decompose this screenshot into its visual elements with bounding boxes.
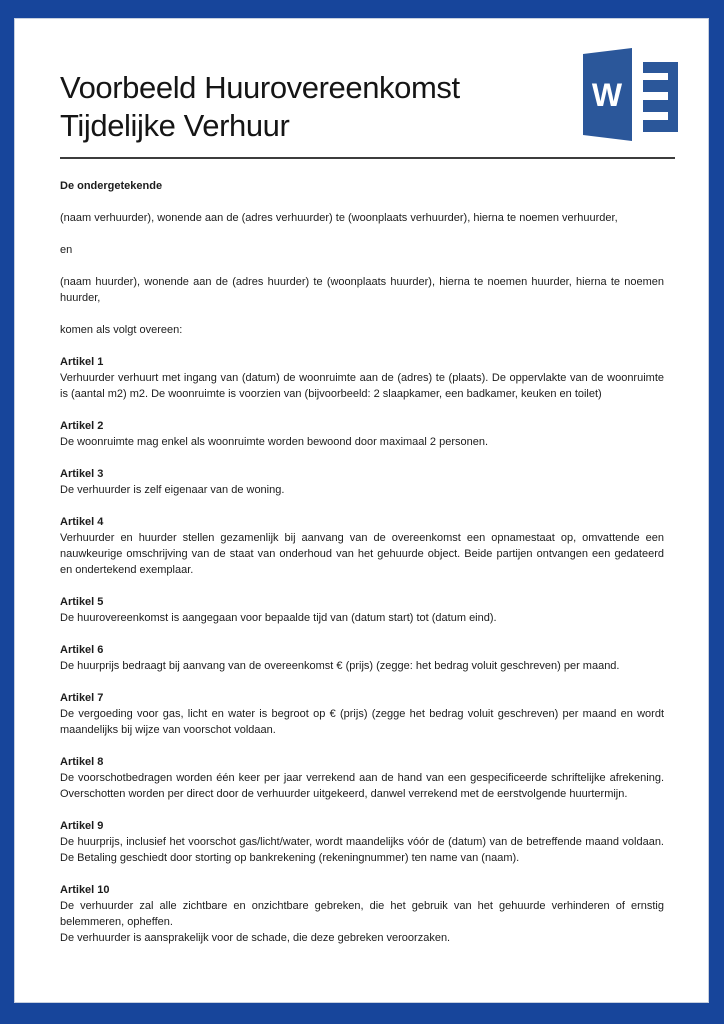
title-line-2: Tijdelijke Verhuur [60, 108, 290, 143]
article-8-heading: Artikel 8 [60, 756, 104, 768]
article-7-body: De vergoeding voor gas, licht en water is begroot op € (prijs) (zegge het bedrag voluit geschreven) per maand en wordt maandelijks bij wijze van voorschot voldaan. [60, 708, 664, 736]
article-4-body: Verhuurder en huurder stellen gezamenlijk bij aanvang van de overeenkomst een opnamestaat op, omvattende een nauwkeurige omschrijving van de staat van onderhoud van het gehuurde object. Beide partijen ontvangen een gedateerd en ondertekend exemplaar. [60, 532, 664, 576]
article-1 [60, 354, 664, 402]
article-8-body: De voorschotbedragen worden één keer per jaar verrekend aan de hand van een gespecificeerde schriftelijke afrekening. Overschotten worden per direct door de verhuurder uitgekeerd, danwel verrekend met de eerstvolgende huurtermijn. [60, 772, 664, 800]
page-title [60, 19, 530, 145]
intro-paragraph-landlord: (naam verhuurder), wonende aan de (adres verhuurder) te (woonplaats verhuurder), hierna te noemen verhuurder, [60, 212, 618, 224]
title-line-1: Voorbeeld Huurovereenkomst [60, 70, 460, 105]
article-7 [60, 690, 664, 738]
article-10 [60, 882, 664, 946]
article-1-heading: Artikel 1 [60, 356, 104, 368]
article-3-heading: Artikel 3 [60, 468, 104, 480]
article-9-heading: Artikel 9 [60, 820, 104, 832]
article-5 [60, 594, 664, 626]
article-6-body: De huurprijs bedraagt bij aanvang van de overeenkomst € (prijs) (zegge: het bedrag voluit geschreven) per maand. [60, 660, 620, 672]
article-10-body-2: De verhuurder is aansprakelijk voor de schade, die deze gebreken veroorzaken. [60, 932, 451, 944]
svg-text:W: W [591, 77, 623, 113]
article-10-body: De verhuurder zal alle zichtbare en onzichtbare gebreken, die het gebruik van het gehuurde verhinderen of ernstig belemmeren, opheffen. [60, 900, 664, 928]
document-page [14, 18, 709, 1003]
article-9 [60, 818, 664, 866]
article-6 [60, 642, 664, 674]
intro-label: De ondergetekende [60, 180, 163, 192]
article-4 [60, 514, 664, 578]
intro-paragraph-agree: komen als volgt overeen: [60, 324, 183, 336]
article-4-heading: Artikel 4 [60, 516, 104, 528]
article-2-heading: Artikel 2 [60, 420, 104, 432]
article-8 [60, 754, 664, 802]
article-9-body: De huurprijs, inclusief het voorschot gas/licht/water, wordt maandelijks vóór de (datum) van de betreffende maand voldaan. De Betaling geschiedt door storting op bankrekening (rekeningnummer) ten name van (naam). [60, 836, 664, 864]
article-10-heading: Artikel 10 [60, 884, 110, 896]
article-1-body: Verhuurder verhuurt met ingang van (datum) de woonruimte aan de (adres) te (plaats). De oppervlakte van de woonruimte is (aantal m2) m2. De woonruimte is voorzien van (bijvoorbeeld: 2 slaapkamer, een badkamer, keuken en toilet) [60, 372, 664, 400]
article-7-heading: Artikel 7 [60, 692, 104, 704]
document-content [15, 19, 708, 946]
article-3-body: De verhuurder is zelf eigenaar van de woning. [60, 484, 285, 496]
intro-paragraph-tenant: (naam huurder), wonende aan de (adres huurder) te (woonplaats huurder), hierna te noemen huurder, hierna te noemen huurder, [60, 276, 664, 304]
article-3 [60, 466, 664, 498]
document-body [60, 159, 664, 946]
article-2 [60, 418, 664, 450]
article-5-heading: Artikel 5 [60, 596, 104, 608]
article-6-heading: Artikel 6 [60, 644, 104, 656]
article-5-body: De huurovereenkomst is aangegaan voor bepaalde tijd van (datum start) tot (datum eind). [60, 612, 497, 624]
article-2-body: De woonruimte mag enkel als woonruimte worden bewoond door maximaal 2 personen. [60, 436, 489, 448]
intro-paragraph-en: en [60, 244, 73, 256]
